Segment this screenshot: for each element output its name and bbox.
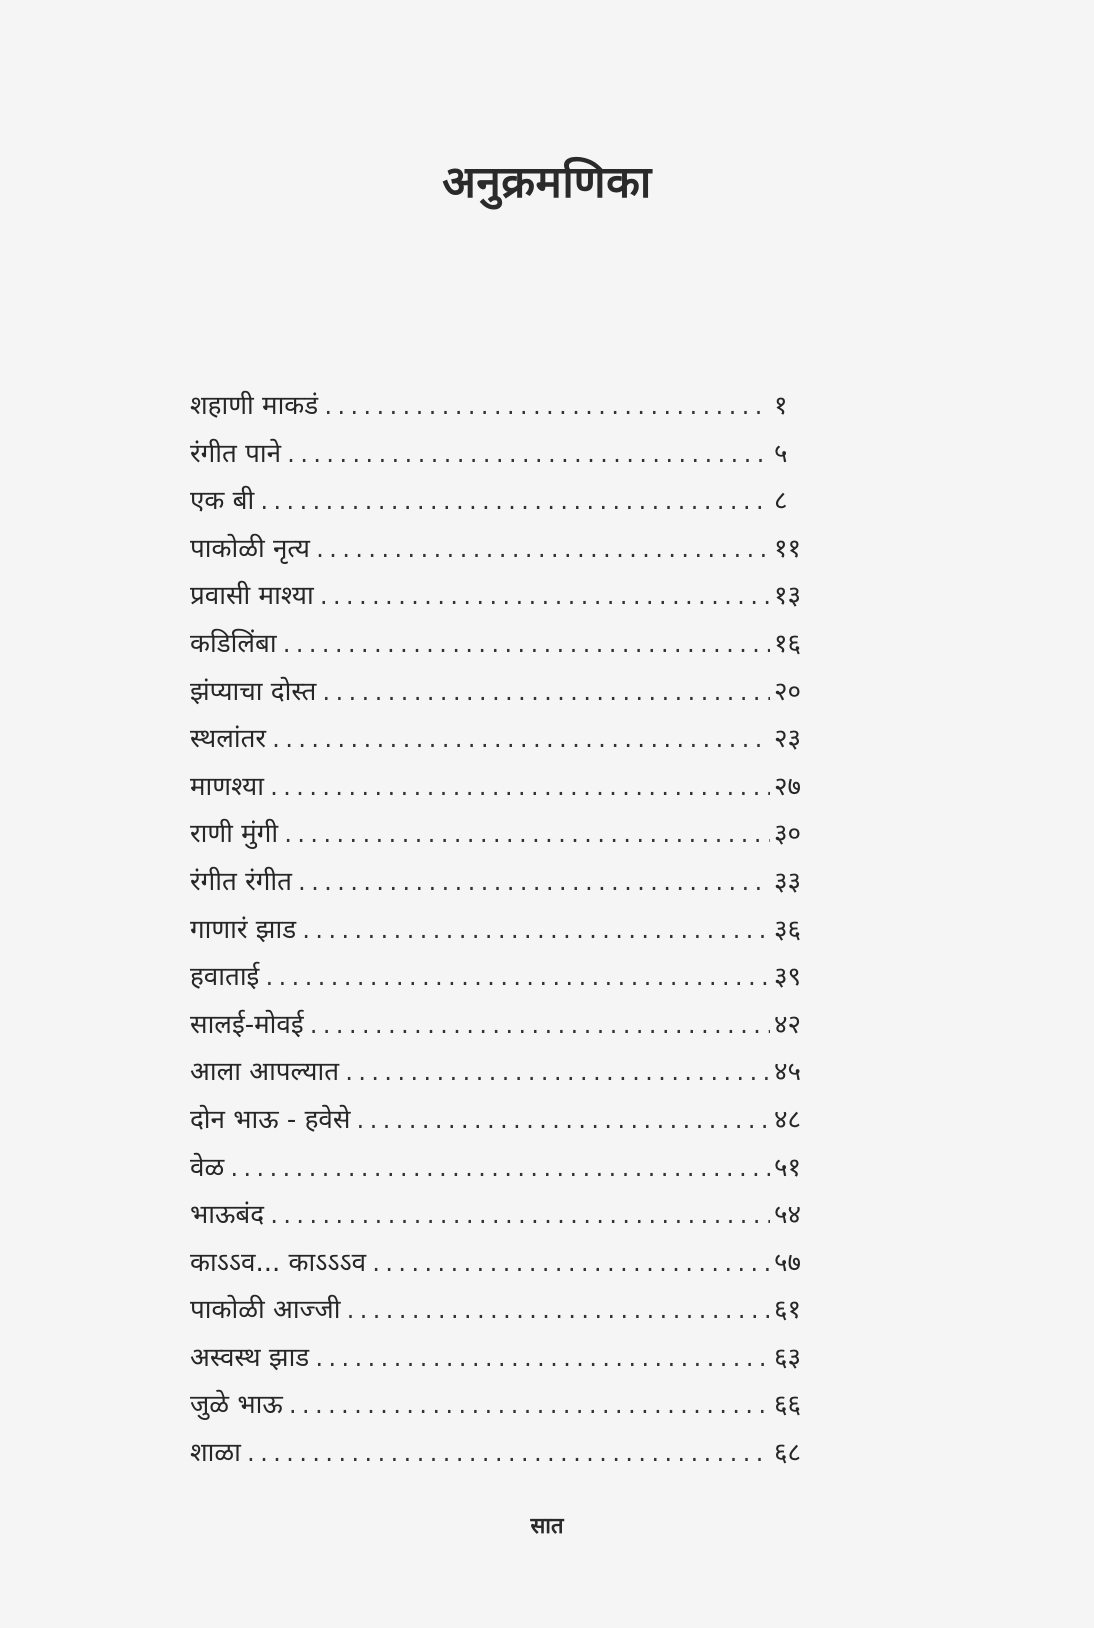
toc-entry — [190, 1097, 820, 1145]
toc-entry-page: १ — [774, 391, 788, 421]
dot-leader — [314, 527, 770, 575]
dot-leader — [354, 1098, 770, 1146]
toc-entry-page: ६३ — [774, 1342, 802, 1373]
toc-entry-page: ३९ — [774, 962, 802, 993]
toc-entry-page: ११ — [774, 533, 802, 564]
page-number-footer: सात — [530, 1514, 564, 1539]
toc-entry-page: ३३ — [774, 866, 802, 897]
toc-entry — [190, 383, 820, 431]
dot-leader — [282, 812, 770, 860]
toc-entry — [190, 716, 820, 764]
toc-entry-page: २३ — [774, 724, 802, 755]
toc-entry-page: ८ — [774, 486, 788, 517]
toc-entry-title: दोन भाऊ - हवेसे — [190, 1104, 351, 1135]
toc-entry — [190, 764, 820, 812]
dot-leader — [300, 908, 770, 956]
toc-entry-page: ४८ — [774, 1104, 802, 1135]
toc-entry-page: ६८ — [774, 1438, 802, 1469]
toc-entry-title: गाणारं झाड — [190, 914, 297, 945]
toc-entry-title: काऽऽव... काऽऽऽव — [190, 1247, 367, 1278]
toc-entry-page: ३० — [774, 819, 802, 850]
toc-entry-title: कडिलिंबा — [190, 628, 277, 659]
toc-entry-title: जुळे भाऊ — [190, 1390, 283, 1421]
dot-leader — [270, 717, 770, 765]
toc-entry — [190, 907, 820, 955]
toc-entry-page: ६१ — [774, 1295, 802, 1326]
toc-entry-title: वेळ — [190, 1152, 225, 1183]
dot-leader — [281, 622, 770, 670]
dot-leader — [370, 1241, 770, 1289]
toc-entry — [190, 1382, 820, 1430]
toc-entry-title: भाऊबंद — [190, 1200, 265, 1231]
dot-leader — [285, 432, 770, 480]
toc-entry — [190, 1240, 820, 1288]
table-of-contents — [190, 383, 820, 1478]
toc-entry-page: ५१ — [774, 1152, 802, 1183]
toc-entry-title: एक बी — [190, 486, 255, 517]
toc-entry-page: १३ — [774, 581, 802, 612]
toc-entry-title: शाळा — [190, 1438, 241, 1469]
toc-entry — [190, 1430, 820, 1478]
toc-entry-title: माणश्या — [190, 771, 264, 802]
toc-entry-title: शहाणी माकडं — [190, 391, 319, 421]
toc-entry — [190, 954, 820, 1002]
toc-entry-page: २० — [774, 676, 802, 707]
dot-leader — [344, 1288, 770, 1336]
toc-entry-page: ५४ — [774, 1200, 802, 1231]
toc-entry — [190, 859, 820, 907]
toc-entry-title: स्थलांतर — [190, 724, 267, 755]
toc-entry-page: १६ — [774, 628, 802, 659]
dot-leader — [245, 1431, 770, 1479]
dot-leader — [308, 1003, 770, 1051]
toc-entry-page: ४५ — [774, 1057, 802, 1088]
toc-entry-title: प्रवासी माश्या — [190, 581, 314, 612]
toc-entry — [190, 573, 820, 621]
dot-leader — [258, 479, 770, 527]
toc-entry-page: २७ — [774, 771, 802, 802]
toc-entry-title: रंगीत पाने — [190, 438, 282, 469]
toc-entry — [190, 1049, 820, 1097]
toc-entry — [190, 1287, 820, 1335]
dot-leader — [287, 1383, 770, 1431]
toc-entry-page: ५७ — [774, 1247, 802, 1278]
dot-leader — [318, 574, 770, 622]
toc-entry — [190, 526, 820, 574]
toc-entry — [190, 1145, 820, 1193]
dot-leader — [268, 1193, 770, 1241]
toc-entry-title: पाकोळी नृत्य — [190, 533, 311, 564]
page-title: अनुक्रमणिका — [442, 157, 652, 208]
dot-leader — [343, 1050, 770, 1098]
dot-leader — [320, 670, 770, 718]
toc-entry — [190, 1002, 820, 1050]
toc-entry-title: आला आपल्यात — [190, 1057, 340, 1088]
dot-leader — [313, 1336, 770, 1384]
toc-entry — [190, 1192, 820, 1240]
dot-leader — [263, 955, 770, 1003]
dot-leader — [268, 765, 770, 813]
toc-entry-title: झंप्याचा दोस्त — [190, 676, 317, 707]
toc-entry-title: पाकोळी आज्जी — [190, 1295, 341, 1326]
toc-entry-page: ६६ — [774, 1390, 802, 1421]
toc-entry — [190, 1335, 820, 1383]
toc-entry-page: ४२ — [774, 1009, 802, 1040]
toc-entry-title: हवाताई — [190, 962, 260, 993]
toc-entry — [190, 478, 820, 526]
toc-entry — [190, 431, 820, 479]
toc-entry — [190, 811, 820, 859]
dot-leader — [228, 1146, 770, 1194]
toc-entry-page: ५ — [774, 438, 788, 469]
toc-entry — [190, 669, 820, 717]
toc-entry-title: रंगीत रंगीत — [190, 866, 292, 897]
toc-entry-title: सालई-मोवई — [190, 1009, 304, 1040]
toc-entry-page: ३६ — [774, 914, 802, 945]
dot-leader — [322, 384, 770, 432]
dot-leader — [296, 860, 770, 908]
toc-entry — [190, 621, 820, 669]
toc-entry-title: अस्वस्थ झाड — [190, 1342, 310, 1373]
toc-entry-title: राणी मुंगी — [190, 819, 279, 850]
